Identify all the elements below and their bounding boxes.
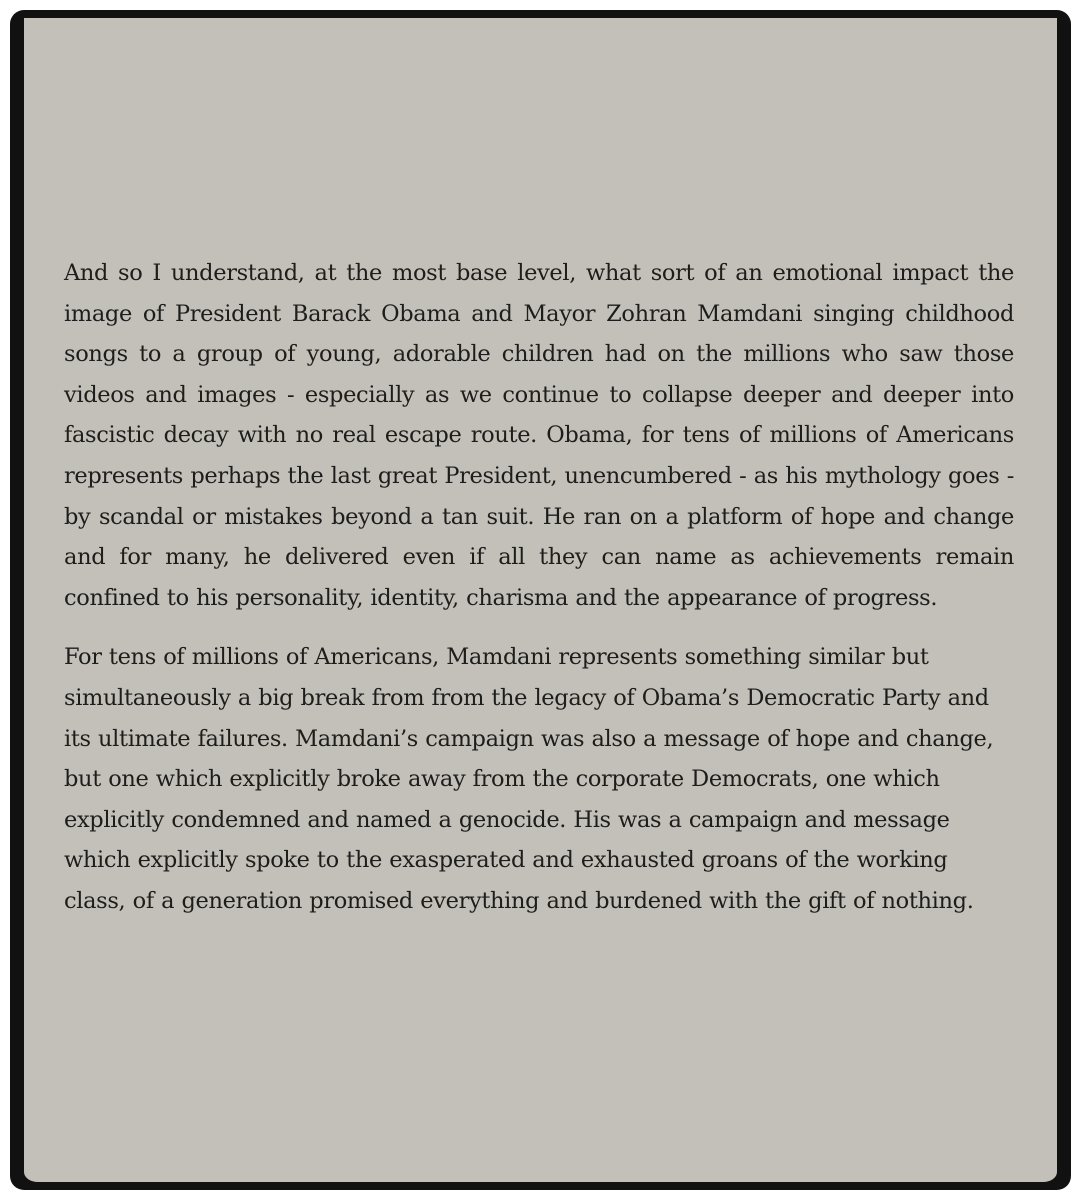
article-body: [64, 253, 1014, 922]
article-paragraph-1: And so I understand, at the most base level, what sort of an emotional impact the image of President Barack Obama and Mayor Zohran Mamdani singing childhood songs to a group of young, adorable children had on the millions who saw those videos and images - especially as we continue to collapse deeper and deeper into fascistic decay with no real escape route. Obama, for tens of millions of Americans represents perhaps the last great President, unencumbered - as his mythology goes - by scandal or mistakes beyond a tan suit. He ran on a platform of hope and change and for many, he delivered even if all they can name as achievements remain confined to his personality, identity, charisma and the appearance of progress.: [64, 260, 1014, 611]
screen-frame: [10, 10, 1071, 1190]
article-page: [24, 18, 1057, 1182]
article-paragraph-2: For tens of millions of Americans, Mamdani represents something similar but simultaneously a big break from from the legacy of Obama’s Democratic Party and its ultimate failures. Mamdani’s campaign was also a message of hope and change, but one which explicitly broke away from the corporate Democrats, one which explicitly condemned and named a genocide. His was a campaign and message which explicitly spoke to the exasperated and exhausted groans of the working class, of a generation promised everything and burdened with the gift of nothing.: [64, 644, 994, 914]
